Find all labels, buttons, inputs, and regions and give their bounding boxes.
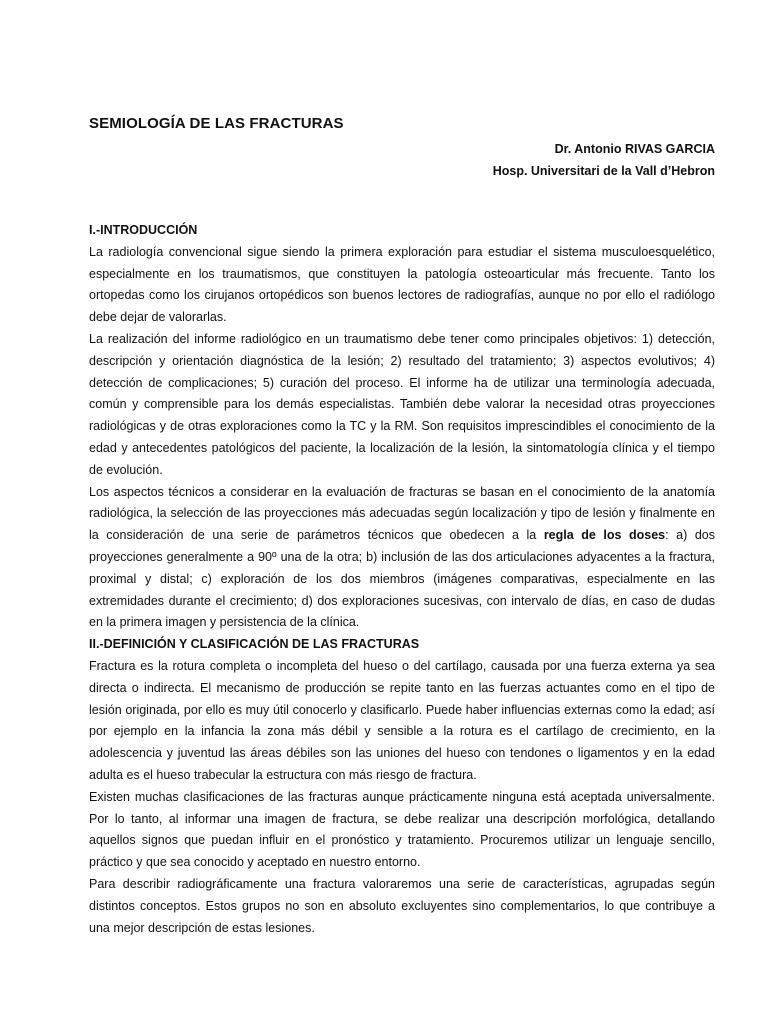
paragraph [89,482,715,635]
paragraph-text: : a) dos proyecciones generalmente a 90º una de la otra; b) inclusión de las dos articulaciones adyacentes a la fractura, proximal y distal; c) exploración de los dos miembros (imágenes comparativas, especialmente en las extremidades durante el crecimiento; d) dos exploraciones sucesivas, con intervalo de días, en caso de dudas en la primera imagen y persistencia de la clínica. [89,528,715,630]
author-affiliation: Hosp. Universitari de la Vall d’Hebron [492,164,715,178]
paragraph: Fractura es la rotura completa o incompleta del hueso o del cartílago, causada por una fuerza externa ya sea directa o indirecta. El mecanismo de producción se repite tanto en las fuerzas actuantes como en el tipo de lesión originada, por ello es muy útil conocerlo y clasificarlo. Puede haber influencias externas como la edad; así por ejemplo en la infancia la zona más débil y sensible a la rotura es el cartílago de crecimiento, en la adolescencia y juventud las áreas débiles son las uniones del hueso con tendones o ligamentos y en la edad adulta es el hueso trabecular la estructura con más riesgo de fractura. [89,658,715,782]
paragraph: La radiología convencional sigue siendo la primera exploración para estudiar el sistema musculoesquelético, especialmente en los traumatismos, que constituyen la patología osteoarticular más frecuente. Tanto los ortopedas como los cirujanos ortopédicos son buenos lectores de radiografías, aunque no por ello el radiólogo debe dejar de valorarlas. [89,244,715,325]
paragraph: Existen muchas clasificaciones de las fracturas aunque prácticamente ninguna está aceptada universalmente. Por lo tanto, al informar una imagen de fractura, se debe realizar una descripción morfológica, detallando aquellos signos que puedan influir en el pronóstico y tratamiento. Procuremos utilizar un lenguaje sencillo, práctico y que sea conocido y aceptado en nuestro entorno. [89,789,715,870]
document-body [89,220,715,939]
document-title: SEMIOLOGÍA DE LAS FRACTURAS [89,115,344,132]
section-heading-introduccion: I.-INTRODUCCIÓN [89,223,198,237]
bold-term: regla de los doses [543,528,666,543]
author-name: Dr. Antonio RIVAS GARCIA [554,142,715,156]
section-heading-definicion: II.-DEFINICIÓN Y CLASIFICACIÓN DE LAS FRACTURAS [89,637,420,652]
paragraph: Para describir radiográficamente una fractura valoraremos una serie de características, agrupadas según distintos conceptos. Estos grupos no son en absoluto excluyentes sino complementarios, lo que contribuye a una mejor descripción de estas lesiones. [89,876,715,935]
paragraph-text: Los aspectos técnicos a considerar en la evaluación de fracturas se basan en el conocimiento de la anatomía radiológica, la selección de las proyecciones más adecuadas según localización y tipo de lesión y finalmente en la consideración de una serie de parámetros técnicos que obedecen a la [89,484,715,543]
paragraph: La realización del informe radiológico en un traumatismo debe tener como principales objetivos: 1) detección, descripción y orientación diagnóstica de la lesión; 2) resultado del tratamiento; 3) aspectos evolutivos; 4) detección de complicaciones; 5) curación del proceso. El informe ha de utilizar una terminología adecuada, común y comprensible para los demás especialistas. También debe valorar la necesidad otras proyecciones radiológicas y de otras exploraciones como la TC y la RM. Son requisitos imprescindibles el conocimiento de la edad y antecedentes patológicos del paciente, la localización de la lesión, la sintomatología clínica y el tiempo de evolución. [89,331,715,477]
